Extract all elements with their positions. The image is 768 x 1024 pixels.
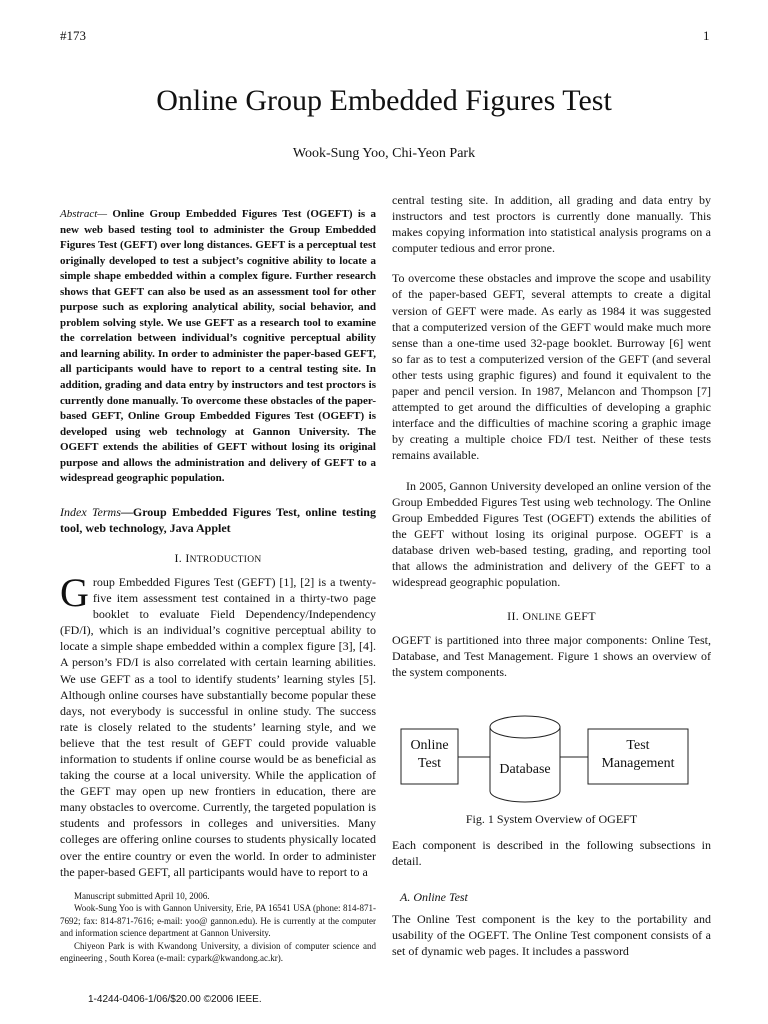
paragraph-online-test: The Online Test component is the key to the portability and usability of the OGEFT. The Online Test component consists of a set of dynamic web pages. It includes a password [392,911,711,959]
paragraph-gannon: In 2005, Gannon University developed an online version of the Group Embedded Figures Test using web technology. The Online Group Embedded Figures Test (OGEFT) extends the abilities of the GEFT without losing its original purpose. OGEFT is a database driven web-based testing, grading, and reporting tool that allows the administration and delivery of the GEFT to a widespread geographic population. [392,478,711,590]
paper-authors: Wook-Sung Yoo, Chi-Yeon Park [292,146,476,161]
abstract [60,207,376,487]
intro-text: roup Embedded Figures Test (GEFT) [1], [2] is a twenty-five item assessment test contained in a thirty-two page booklet to evaluate Field Dependency/Independency (FD/I), which is an individual’s cognitive perceptual ability to locate a simple shape embedded within a complex figure [3], [4]. A person’s FD/I is also correlated with certain learning abilities. We use GEFT as a tool to identify students’ learning styles [5]. Although online courses have substantially become popular these days, not everybody is successful in online study. The success rate is closely related to the students’ learning style, and we believe that the test result of GEFT could provide valuable information to students if online course would be as beneficial as taking the course at a local university. While the application of the GEFT may open up new frontiers in education, there are many obstacles to overcome. Currently, the targeted population is students and professors in colleges and universities. Many colleges are offering online courses to students physically located over the entire country or even the world. In order to administer the paper-based GEFT, all participants would have to report to a [60,574,376,879]
footnote-author1: Wook-Sung Yoo is with Gannon University, Erie, PA 16541 USA (phone: 814-871-7692; fax: 814-871-7616; e-mail: yoo@ gannon.edu). He is currently at the computer and information science department at Gannon University. [60,903,376,939]
right-column [392,192,711,959]
index-terms [60,504,376,537]
section-title-rest: NTRODUCTION [189,554,262,565]
abstract-lead: Abstract— [60,208,108,220]
footnote-submitted: Manuscript submitted April 10, 2006. [74,890,210,901]
section-title-tail: GEFT [561,609,596,624]
paragraph-continued: central testing site. In addition, all grading and data entry by instructors and test proctors is currently done manually. This makes copying information into statistical analysis programs on a computer tedious and error prone. [392,193,711,256]
ieee-copyright: 1-4244-0406-1/06/$20.00 ©2006 IEEE. [88,994,262,1005]
section-title-initial: I [185,550,190,565]
figure-system-overview [395,699,695,803]
test-management-label: Test Management [601,737,675,771]
section-numeral: II. [507,609,523,624]
paragraph-attempts: To overcome these obstacles and improve the scope and usability of the paper-based GEFT, several attempts to create a digital version of GEFT were made. As early as 1984 it was suggested that a computerized version of the GEFT would make much more sense than a one-time used 32-page booklet. Burroway [6] went so far as to test a computerized version of the GEFT (and several other tests using graphic figures) and found it equivalent to the paper and pencil version. In 1987, Melancon and Thompson [7] attempted to get around the difficulties of developing a graphic interface and the difficulties of machine scoring a graphic image by creating a multiple choice FD/I test. Neither of these tests remains available. [392,271,711,463]
database-label: Database [499,761,551,777]
paper-id: #173 [60,28,86,43]
database-cylinder [490,716,560,802]
figure-caption: Fig. 1 System Overview of OGEFT [465,811,638,826]
paper-title: Online Group Embedded Figures Test [156,84,612,117]
abstract-text: Online Group Embedded Figures Test (OGEFT) is a new web based testing tool to administer the Group Embedded Figures Test (GEFT) over long distances. GEFT is a perceptual test originally developed to test a subject’s cognitive ability to locate a simple shape embedded within a complex figure. Further research shows that GEFT can also be used as an assessment tool for other purpose such as exploring analytical ability, social behavior, and problem solving style. We use GEFT as a research tool to examine the correlation between individual’s cognitive perceptual ability and learning ability. In order to administer the paper-based GEFT, all participants would have to report to a central testing site. In addition, grading and data entry by instructors and test proctors is currently done manually. To overcome these obstacles of the paper-based GEFT, Online Group Embedded Figures Test (OGEFT) is developed using web technology at Gannon University. The OGEFT extends the abilities of GEFT without losing its original purpose and allows the administration and delivery of GEFT to a widespread geographic population. [60,208,376,485]
page-number: 1 [703,28,710,43]
drop-cap: G [60,569,89,615]
footnote-author2: Chiyeon Park is with Kwandong University, a division of computer science and engineering , South Korea (e-mail: cypark@kwandong.ac.kr). [60,940,376,964]
section-heading-introduction [60,550,376,568]
section-numeral: I. [174,550,186,565]
section-title-rest: NLINE [531,613,562,624]
intro-paragraph [60,569,376,880]
left-column [60,207,376,965]
index-terms-lead: Index Terms [60,504,121,519]
paragraph-subsections: Each component is described in the following subsections in detail. [392,837,711,868]
online-test-label: Online Test [410,737,449,771]
index-terms-list: —Group Embedded Figures Test, online testing tool, web technology, Java Applet [60,504,376,536]
section-heading-online-geft [392,608,711,626]
subsection-heading-online-test: A. Online Test [400,889,468,904]
paragraph-components: OGEFT is partitioned into three major components: Online Test, Database, and Test Management. Figure 1 shows an overview of the system components. [392,633,711,680]
section-title-initial: O [522,609,532,624]
